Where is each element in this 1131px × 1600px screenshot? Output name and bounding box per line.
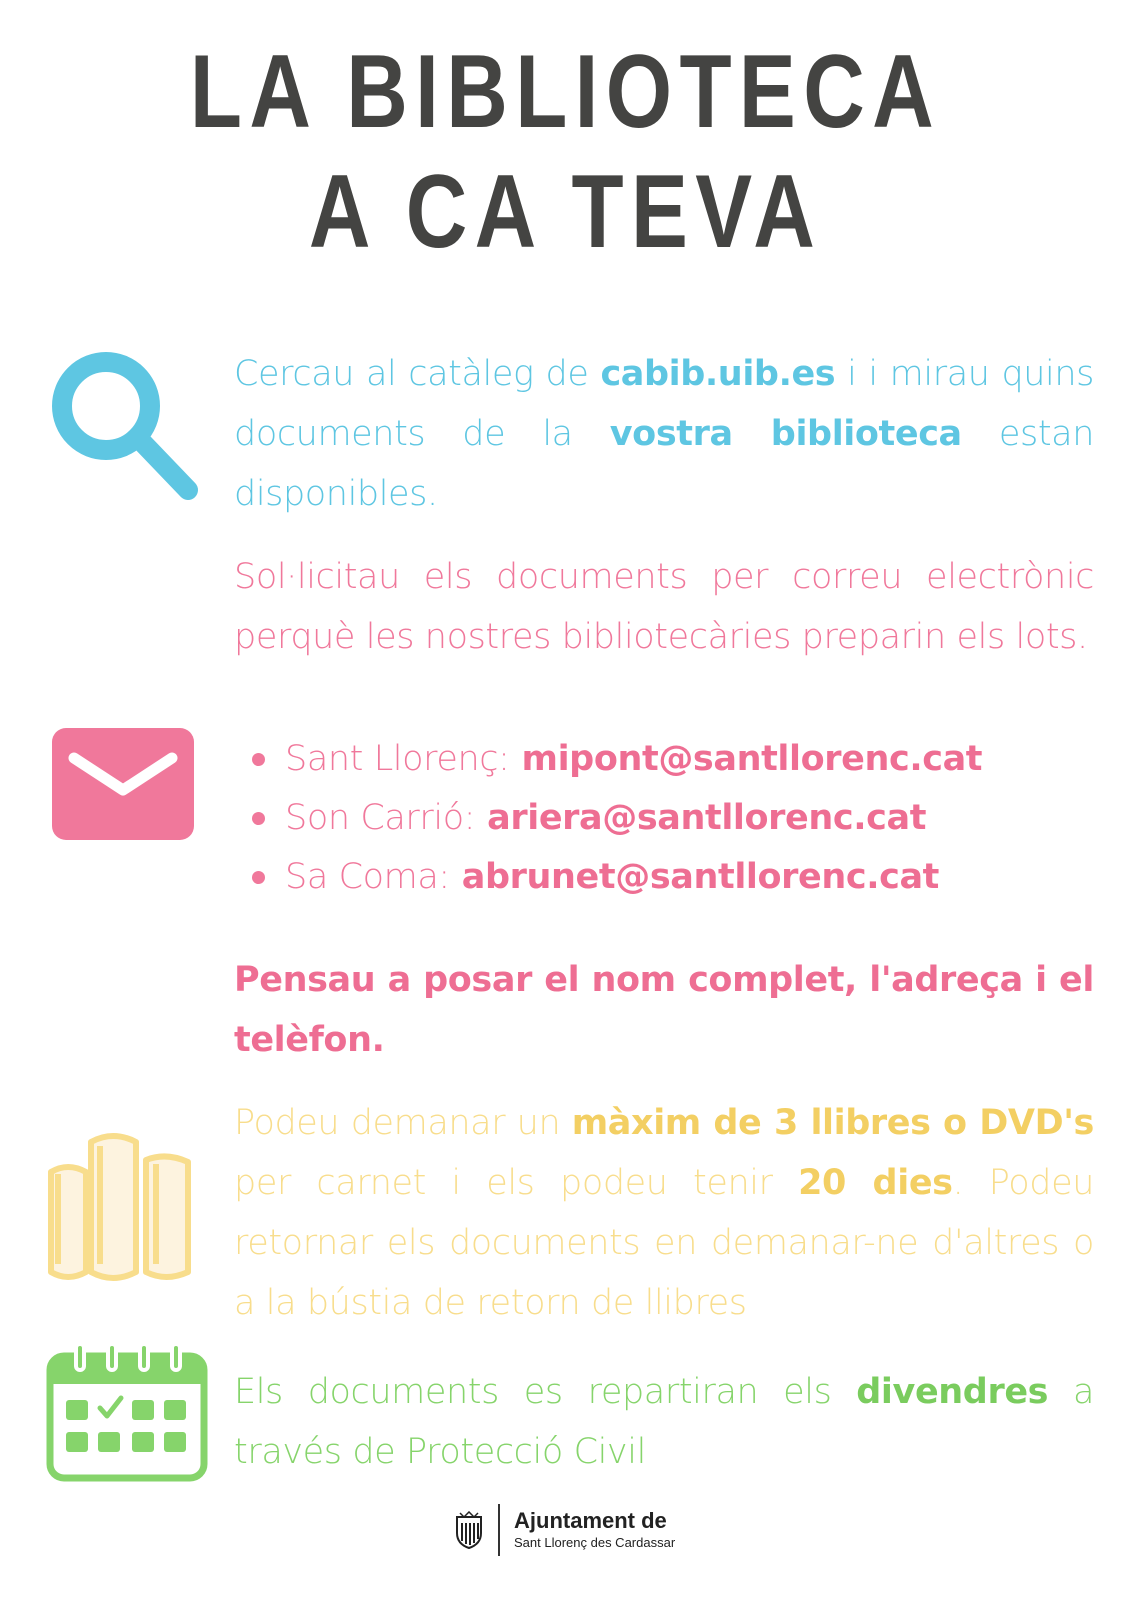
- contact-item: [252, 789, 1092, 848]
- search-text-3: estan disponibles.: [234, 414, 1094, 514]
- loan-text-1: Podeu demanar un: [234, 1103, 572, 1143]
- contact-label: Son Carrió:: [285, 798, 476, 838]
- loan-text-3: . Podeu retornar els documents en demanar-ne d'altres o a la bústia de retorn de llibres: [234, 1163, 1095, 1323]
- calendar-icon: [46, 1342, 208, 1482]
- bullet-icon: [252, 812, 265, 825]
- search-text-1: Cercau al catàleg de: [234, 354, 601, 394]
- footer-line-1: Ajuntament de: [514, 1508, 667, 1533]
- coat-of-arms-icon: [454, 1511, 484, 1549]
- contact-item: [252, 848, 1092, 907]
- magnifier-icon: [48, 346, 208, 506]
- footer-line-2: Sant Llorenç des Cardassar: [514, 1535, 676, 1550]
- books-icon: [46, 1132, 196, 1282]
- search-bold-library: vostra biblioteca: [609, 414, 962, 454]
- footer-text: [514, 1508, 675, 1552]
- delivery-day: divendres: [856, 1372, 1049, 1412]
- loan-text-2: per carnet i els podeu tenir: [234, 1163, 799, 1203]
- footer-divider: [498, 1504, 500, 1556]
- contact-list: [252, 730, 1092, 907]
- envelope-icon: [52, 728, 194, 840]
- contact-label: Sant Llorenç:: [285, 739, 510, 779]
- bullet-icon: [252, 753, 265, 766]
- catalog-link[interactable]: cabib.uib.es: [600, 354, 836, 394]
- contact-label: Sa Coma:: [285, 857, 450, 897]
- bullet-icon: [252, 871, 265, 884]
- loan-rules: [234, 1093, 1094, 1333]
- footer-logo: [454, 1500, 675, 1560]
- contact-email[interactable]: abrunet@santllorenc.cat: [461, 857, 940, 897]
- title-line-1: LA BIBLIOTECA: [189, 34, 942, 150]
- contact-email[interactable]: ariera@santllorenc.cat: [487, 798, 927, 838]
- contact-email[interactable]: mipont@santllorenc.cat: [521, 739, 983, 779]
- mail-instructions: Sol·licitau els documents per correu electrònic perquè les nostres bibliotecàries preparin els lots.: [234, 557, 1094, 657]
- delivery-text-2: a través de Protecció Civil: [234, 1372, 1094, 1472]
- loan-days: 20 dies: [798, 1163, 953, 1203]
- delivery-text-1: Els documents es repartiran els: [234, 1372, 857, 1412]
- title-line-2: A CA TEVA: [308, 154, 823, 270]
- search-instructions: [234, 344, 1094, 524]
- notice-text: Pensau a posar el nom complet, l'adreça i el telèfon.: [234, 960, 1094, 1060]
- loan-max: màxim de 3 llibres o DVD's: [571, 1103, 1094, 1143]
- poster-title: [102, 32, 1029, 272]
- contact-item: [252, 730, 1092, 789]
- delivery-info: [234, 1362, 1094, 1482]
- search-text-2: i i mirau quins documents de la: [234, 354, 1094, 454]
